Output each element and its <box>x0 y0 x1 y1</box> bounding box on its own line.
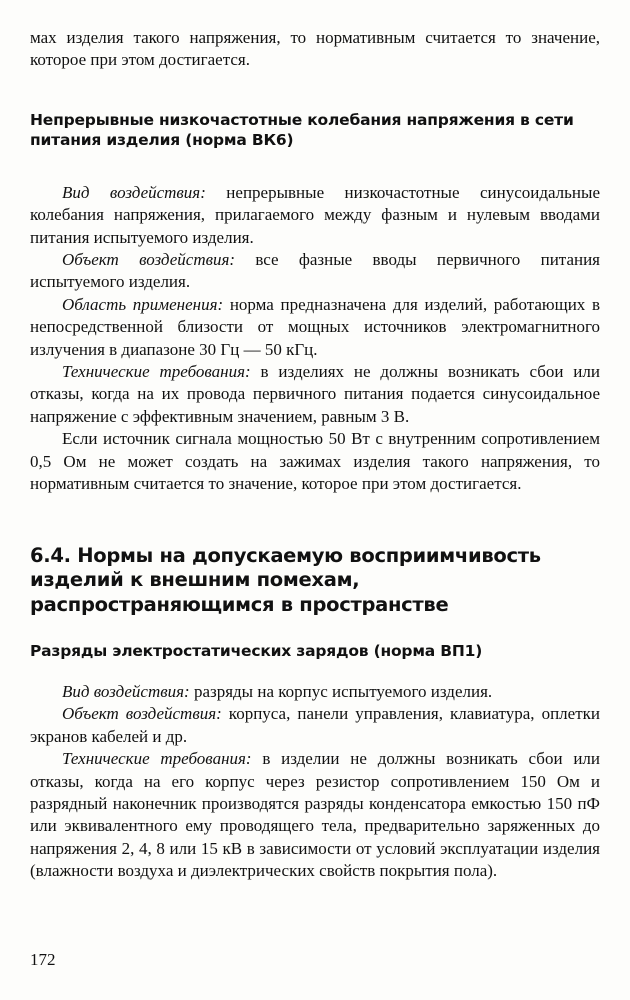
paragraph-vk6-source-note: Если источник сигнала мощностью 50 Вт с внутренним сопротивлением 0,5 Ом не может создать на зажимах изделия такого напряжения, то нормативным считается то значение, которое при этом достигается. <box>30 429 600 494</box>
label-requirements: Технические требования: <box>62 362 251 382</box>
label-impact-type: Вид воздействия: <box>62 182 206 202</box>
paragraph-vp1-impact-object <box>30 703 600 748</box>
paragraph-vk6-scope <box>30 294 600 361</box>
page-number: 172 <box>30 950 56 969</box>
text-impact-object: все фазные вводы первичного питания испытуемого изделия. <box>30 250 600 292</box>
paragraph-vp1-requirements <box>30 748 600 882</box>
page-content <box>30 27 600 883</box>
heading-vk6: Непрерывные низкочастотные колебания напряжения в сети питания изделия (норма ВК6) <box>30 110 574 149</box>
label-impact-object: Объект воздействия: <box>62 704 222 724</box>
text-scope: норма предназначена для изделий, работающих в непосредственной близости от мощных источников электромагнитного излучения в диапазоне 30 Гц — 50 кГц. <box>30 294 601 359</box>
label-requirements: Технические требования: <box>62 749 252 769</box>
text-impact-object: корпуса, панели управления, клавиатура, оплетки экранов кабелей и др. <box>30 704 600 746</box>
paragraph-vk6-requirements <box>30 361 600 428</box>
paragraph-vk6-impact-type <box>30 182 600 249</box>
section-vp1-body <box>30 681 600 883</box>
text-impact-type: непрерывные низкочастотные синусоидальные колебания напряжения, прилагаемого между фазным и нулевым вводами питания испытуемого изделия. <box>30 182 600 247</box>
paragraph-vp1-impact-type <box>30 681 600 703</box>
label-impact-object: Объект воздействия: <box>62 250 236 270</box>
text-impact-type: разряды на корпус испытуемого изделия. <box>189 682 493 701</box>
paragraph-continuation: мах изделия такого напряжения, то нормативным считается то значение, которое при этом достигается. <box>30 28 600 70</box>
label-impact-type: Вид воздействия: <box>62 682 190 701</box>
text-requirements: в изделиях не должны возникать сбои или отказы, когда на их провода первичного питания подается синусоидальное напряжение с эффективным значением, равным 3 В. <box>30 362 600 426</box>
text-requirements: в изделии не должны возникать сбои или отказы, когда на его корпус через резистор сопротивлением 150 Ом и разрядный наконечник производятся разряды конденсатора емкостью 150 пФ или эквивалентного ему проводящего тела, предварительно заряженных до напряжения 2, 4, 8 или 15 кВ в зависимости от условий эксплуатации изделия (влажности воздуха и диэлектрических свойств покрытия пола). <box>30 749 600 881</box>
section-vk6-body <box>30 182 600 496</box>
label-scope: Область применения: <box>62 294 224 314</box>
heading-vp1: Разряды электростатических зарядов (норма ВП1) <box>30 642 483 660</box>
heading-section-6-4: 6.4. Нормы на допускаемую восприимчивость изделий к внешним помехам, распространяющимся в пространстве <box>30 543 541 616</box>
paragraph-vk6-impact-object <box>30 249 600 294</box>
